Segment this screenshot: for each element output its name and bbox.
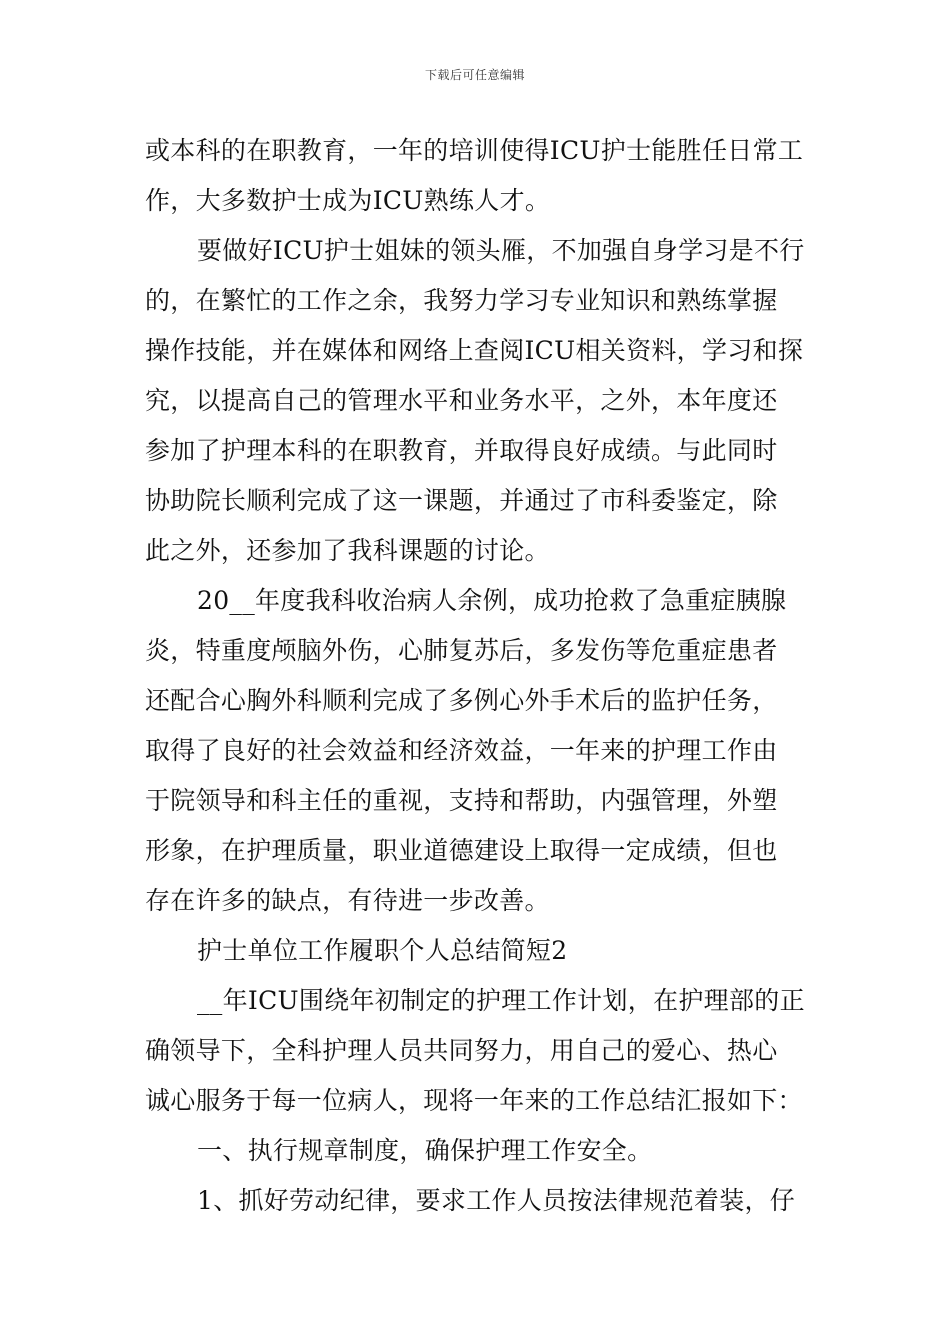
paragraph-start-line: 1、抓好劳动纪律，要求工作人员按法律规范着装，仔 — [197, 1186, 796, 1215]
text-line: 炎，特重度颅脑外伤，心肺复苏后，多发伤等危重症患者 — [145, 636, 778, 665]
text-line: 究，以提高自己的管理水平和业务水平，之外，本年度还 — [145, 386, 778, 415]
text-line: 取得了良好的社会效益和经济效益，一年来的护理工作由 — [145, 736, 778, 765]
text-line: 此之外，还参加了我科课题的讨论。 — [145, 536, 550, 565]
document-body — [145, 126, 805, 1226]
paragraph-start-line: 20__年度我科收治病人余例，成功抢救了急重症胰腺 — [197, 586, 787, 615]
page-header: 下载后可任意编辑 — [424, 68, 525, 82]
text-line: 作，大多数护士成为ICU熟练人才。 — [145, 186, 551, 215]
paragraph-start-line: __年ICU围绕年初制定的护理工作计划，在护理部的正 — [197, 986, 805, 1015]
paragraph-start-line: 要做好ICU护士姐妹的领头雁，不加强自身学习是不行 — [197, 236, 805, 265]
text-line: 形象，在护理质量，职业道德建设上取得一定成绩，但也 — [145, 836, 778, 865]
text-line: 的，在繁忙的工作之余，我努力学习专业知识和熟练掌握 — [145, 286, 778, 315]
text-line: 于院领导和科主任的重视，支持和帮助，内强管理，外塑 — [145, 786, 778, 815]
text-line: 存在许多的缺点，有待进一步改善。 — [145, 886, 550, 915]
text-line: 协助院长顺利完成了这一课题，并通过了市科委鉴定，除 — [145, 486, 778, 515]
subsection-heading: 一、执行规章制度，确保护理工作安全。 — [197, 1136, 653, 1165]
text-line: 确领导下，全科护理人员共同努力，用自己的爱心、热心 — [145, 1036, 778, 1065]
text-line: 操作技能，并在媒体和网络上查阅ICU相关资料，学习和探 — [145, 336, 804, 365]
text-line: 或本科的在职教育，一年的培训使得ICU护士能胜任日常工 — [145, 136, 804, 165]
text-line: 还配合心胸外科顺利完成了多例心外手术后的监护任务， — [145, 686, 778, 715]
text-line: 诚心服务于每一位病人，现将一年来的工作总结汇报如下： — [145, 1086, 803, 1115]
section-title: 护士单位工作履职个人总结简短2 — [197, 936, 568, 965]
text-line: 参加了护理本科的在职教育，并取得良好成绩。与此同时 — [145, 436, 778, 465]
